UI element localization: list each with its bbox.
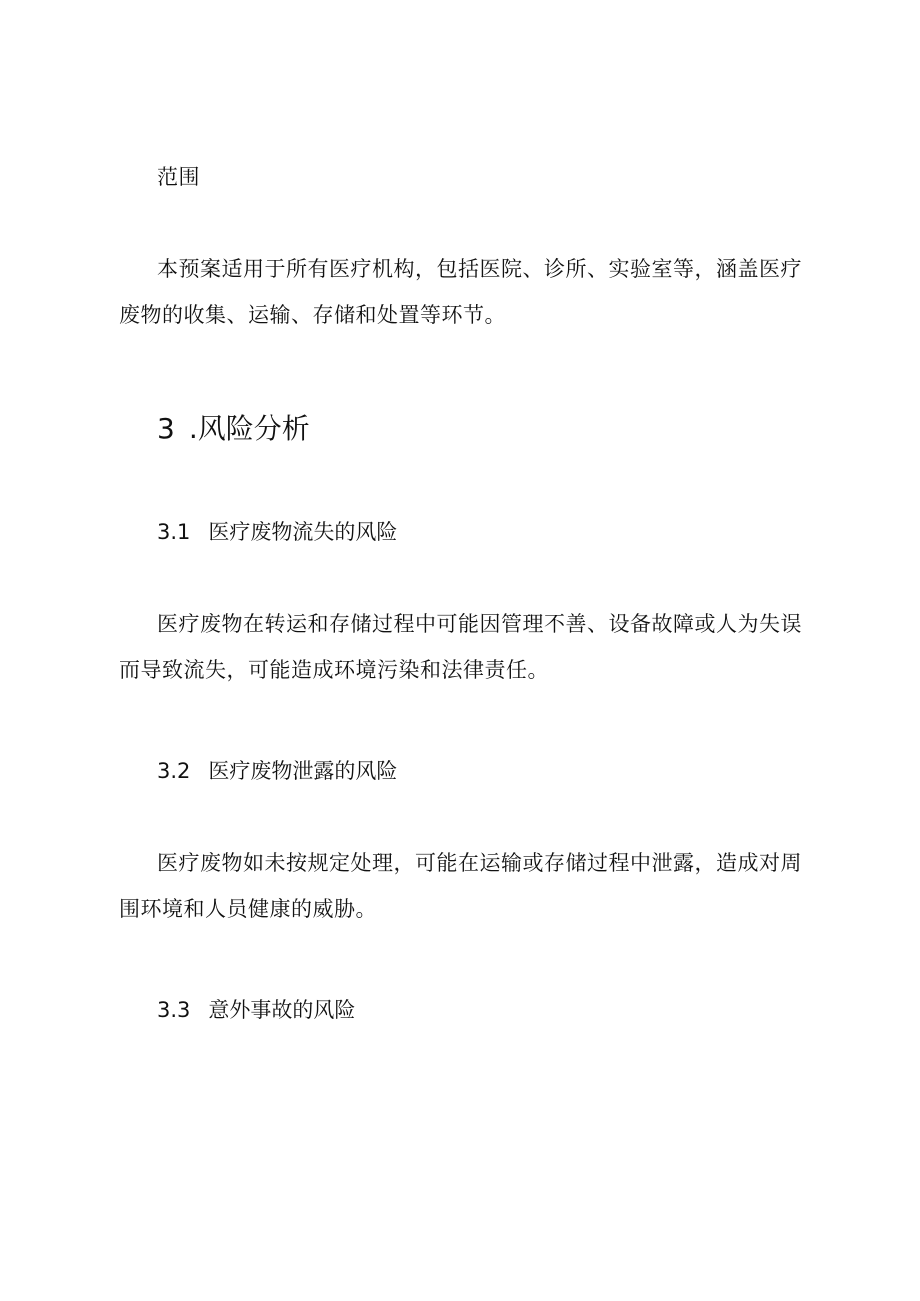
subsection-3-1-line-2: 而导致流失，可能造成环境污染和法律责任。 [119, 658, 549, 682]
section-3-title: .风险分析 [188, 412, 310, 445]
subsection-3-2-number: 3.2 [157, 759, 191, 783]
scope-paragraph-line-1: 本预案适用于所有医疗机构，包括医院、诊所、实验室等，涵盖医疗 [157, 257, 802, 281]
subsection-3-2-line-1: 医疗废物如未按规定处理，可能在运输或存储过程中泄露，造成对周 [157, 851, 802, 875]
subsection-3-2-title: 医疗废物泄露的风险 [208, 759, 398, 783]
subsection-3-2-heading [157, 756, 397, 786]
scope-paragraph [119, 254, 817, 330]
subsection-3-1-number: 3.1 [157, 520, 191, 544]
subsection-3-2-paragraph [119, 848, 817, 924]
subsection-3-3-number: 3.3 [157, 998, 191, 1022]
subsection-3-1-heading [157, 517, 397, 547]
subsection-3-3-heading [157, 995, 355, 1025]
section-3-number: 3 [157, 412, 175, 445]
subsection-3-1-paragraph [119, 609, 817, 685]
scope-paragraph-line-2: 废物的收集、运输、存储和处置等环节。 [119, 303, 506, 327]
section-3-heading [157, 411, 310, 447]
subsection-3-1-line-1: 医疗废物在转运和存储过程中可能因管理不善、设备故障或人为失误 [157, 612, 802, 636]
scope-title: 范围 [157, 165, 200, 189]
subsection-3-1-title: 医疗废物流失的风险 [208, 520, 398, 544]
subsection-3-2-line-2: 围环境和人员健康的威胁。 [119, 897, 377, 921]
subsection-3-3-title: 意外事故的风险 [208, 998, 356, 1022]
